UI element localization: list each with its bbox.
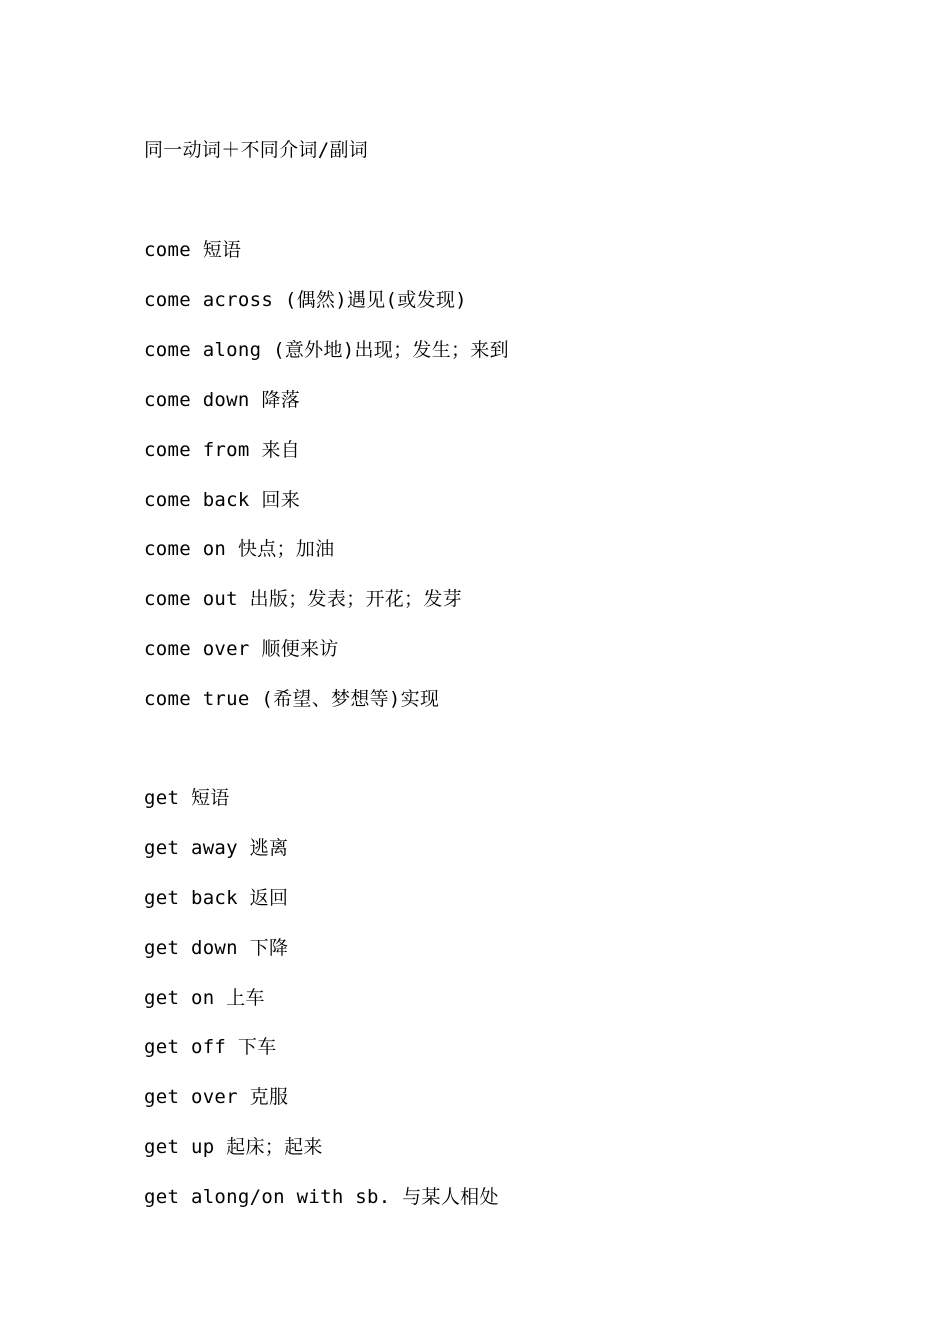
phrase-item: come down 降落 — [144, 389, 300, 411]
phrase-item: get off 下车 — [144, 1036, 277, 1058]
phrase-item: get away 逃离 — [144, 837, 289, 859]
phrase-item: get up 起床；起来 — [144, 1136, 323, 1158]
section-heading-get: get 短语 — [144, 787, 230, 809]
page-title: 同一动词＋不同介词/副词 — [144, 139, 369, 161]
section-heading-come: come 短语 — [144, 239, 242, 261]
phrase-item: get down 下降 — [144, 937, 289, 959]
phrase-item: come over 顺便来访 — [144, 638, 339, 660]
phrase-item: come across (偶然)遇见(或发现) — [144, 289, 467, 311]
phrase-item: get back 返回 — [144, 887, 289, 909]
phrase-item: come from 来自 — [144, 439, 300, 461]
phrase-item: get over 克服 — [144, 1086, 289, 1108]
phrase-item: get along/on with sb. 与某人相处 — [144, 1186, 499, 1208]
phrase-item: come out 出版；发表；开花；发芽 — [144, 588, 462, 610]
phrase-item: come on 快点；加油 — [144, 538, 335, 560]
phrase-item: get on 上车 — [144, 987, 265, 1009]
phrase-item: come true (希望、梦想等)实现 — [144, 688, 440, 710]
phrase-item: come back 回来 — [144, 489, 300, 511]
phrase-item: come along (意外地)出现；发生；来到 — [144, 339, 509, 361]
